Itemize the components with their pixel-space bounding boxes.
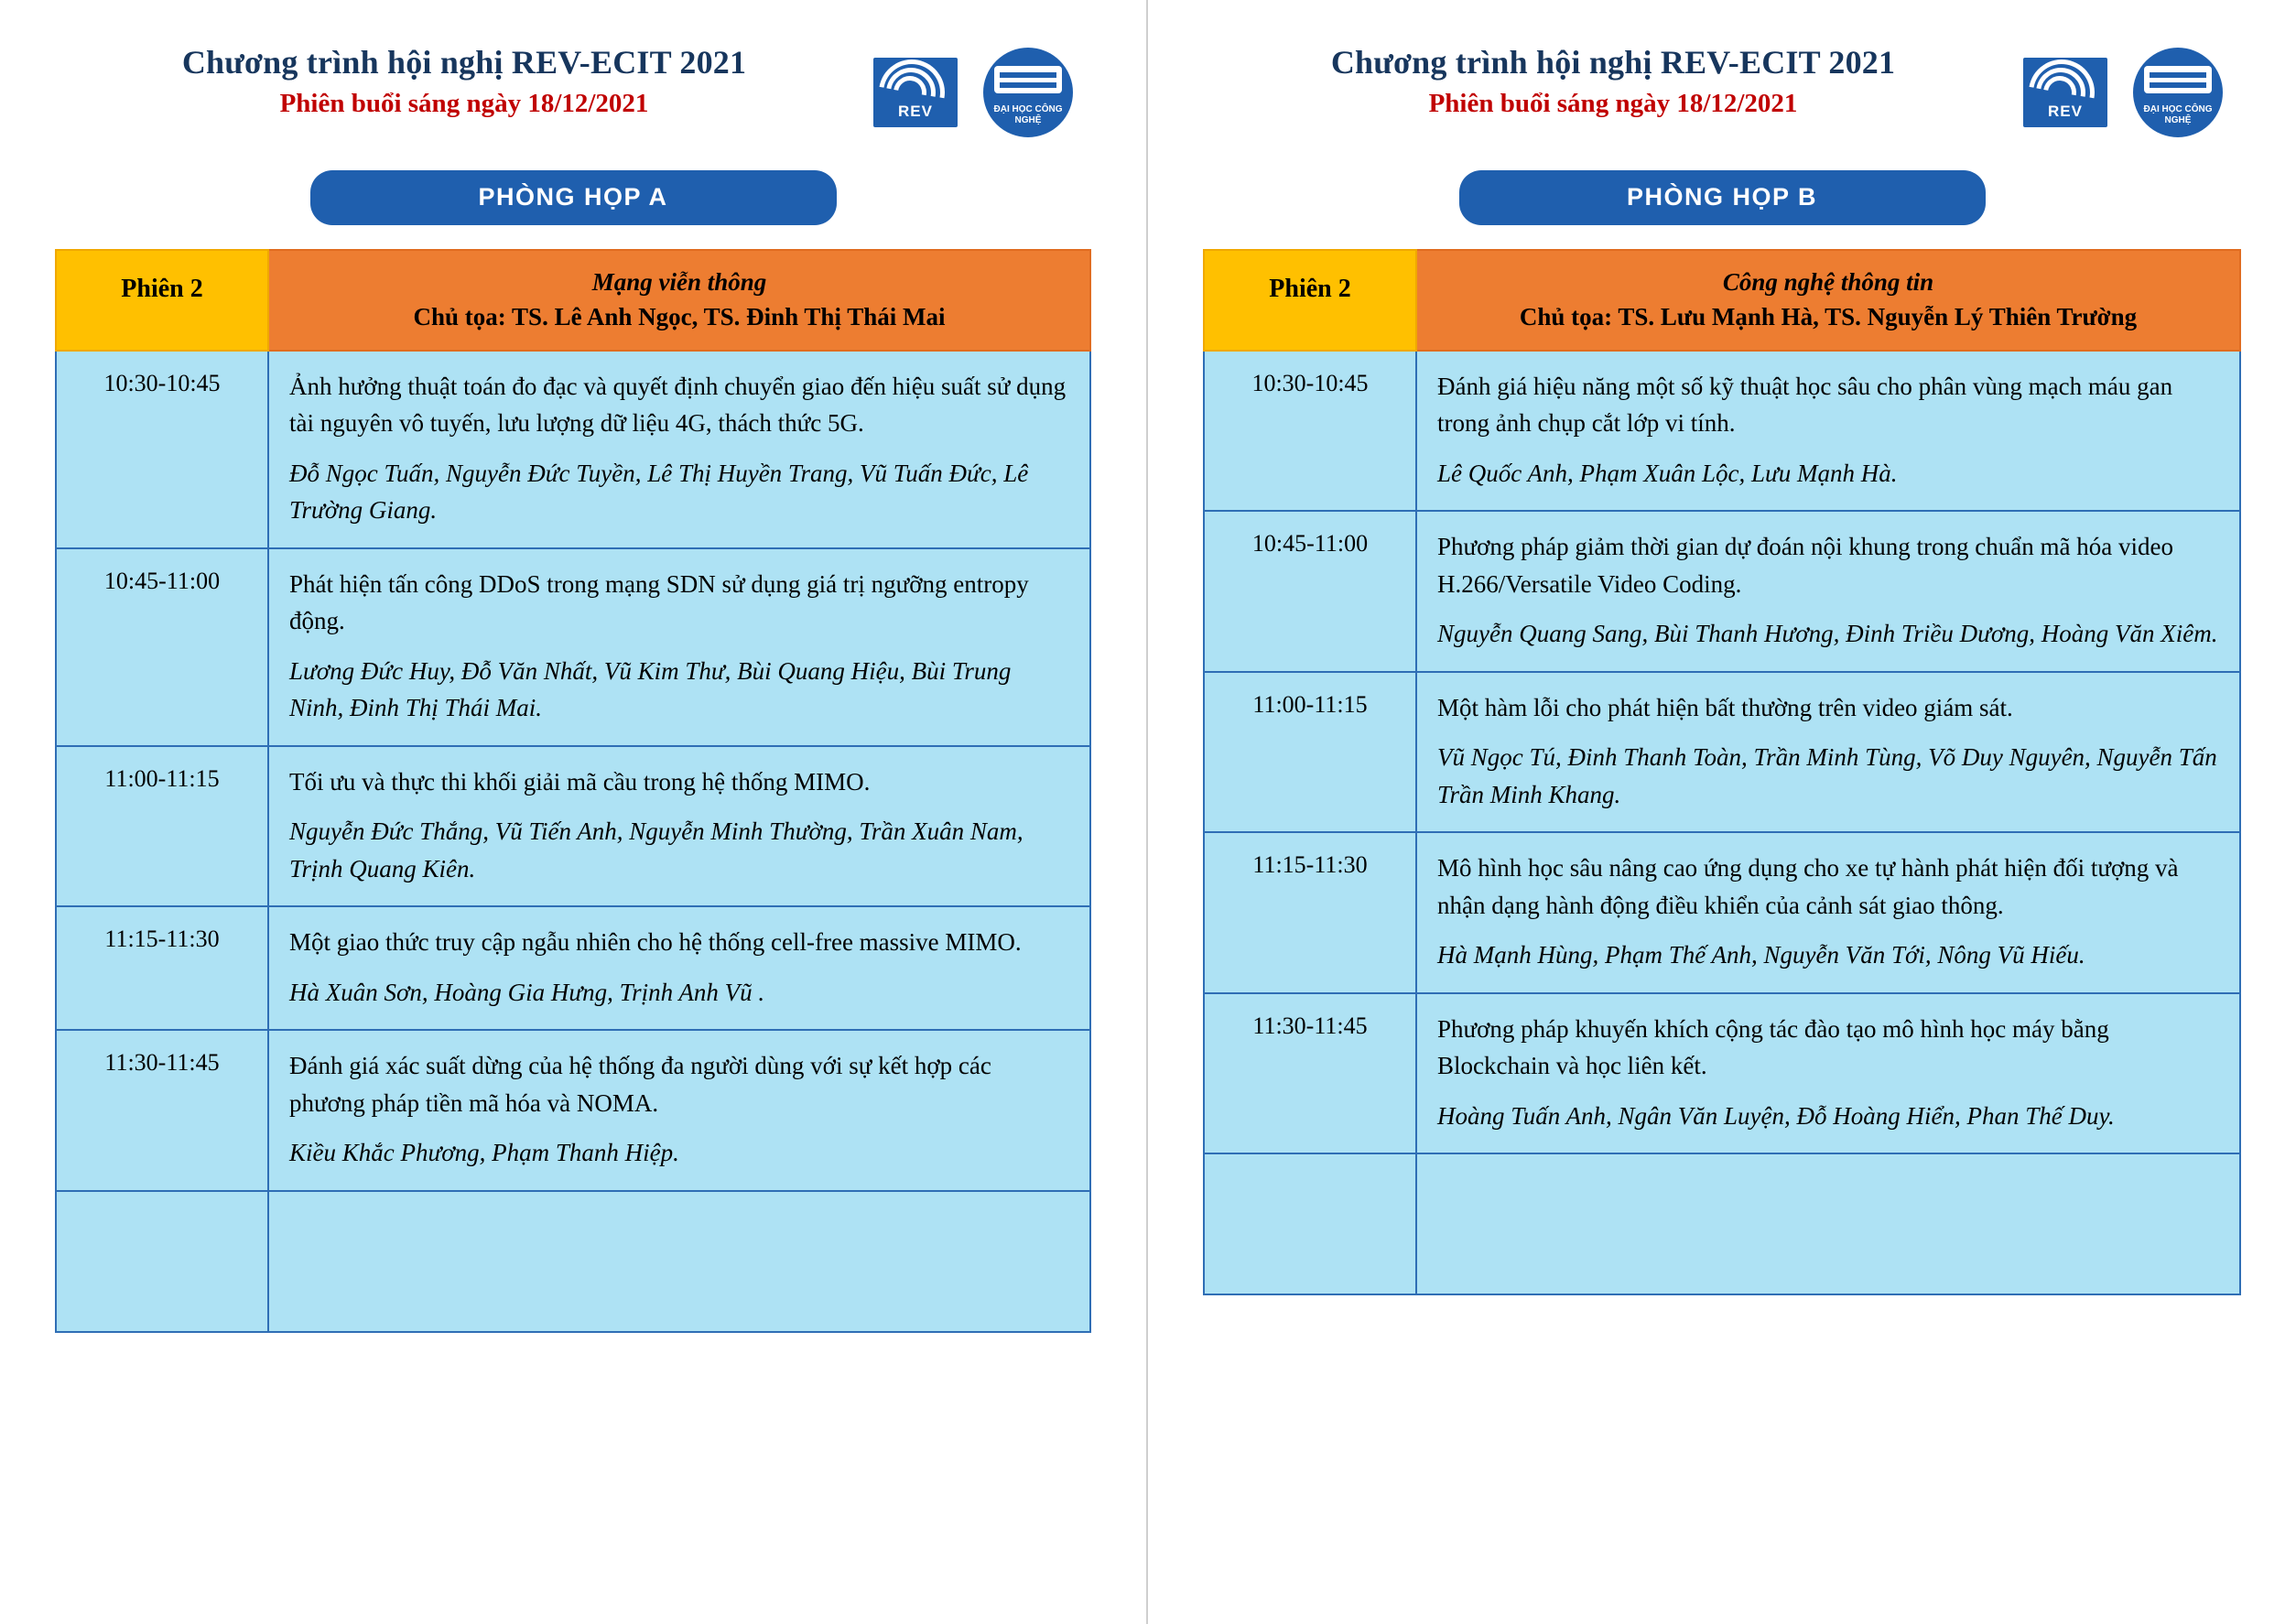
- paper-title: Ảnh hưởng thuật toán đo đạc và quyết định chuyển giao đến hiệu suất sử dụng tài nguyên vô tuyến, lưu lượng dữ liệu 4G, thách thức 5G.: [289, 372, 1067, 437]
- schedule-table-a: [55, 249, 1091, 1333]
- paper-authors: Hà Mạnh Hùng, Phạm Thế Anh, Nguyễn Văn Tới, Nông Vũ Hiếu.: [1437, 941, 2085, 969]
- table-row: [1204, 351, 2240, 512]
- paper-authors: Nguyễn Đức Thắng, Vũ Tiến Anh, Nguyễn Minh Thường, Trần Xuân Nam, Trịnh Quang Kiên.: [289, 817, 1023, 882]
- filler-cell-time: [56, 1191, 268, 1332]
- paper-title: Tối ưu và thực thi khối giải mã cầu trong hệ thống MIMO.: [289, 767, 871, 796]
- table-row: [1204, 511, 2240, 672]
- topic-chairs-b: Chủ tọa: TS. Lưu Mạnh Hà, TS. Nguyễn Lý Thiên Trường: [1519, 302, 2138, 330]
- paper-authors: Hà Xuân Sơn, Hoàng Gia Hưng, Trịnh Anh Vũ .: [289, 978, 765, 1006]
- paper-authors: Đỗ Ngọc Tuấn, Nguyễn Đức Tuyền, Lê Thị Huyền Trang, Vũ Tuấn Đức, Lê Trường Giang.: [289, 459, 1029, 524]
- row-content: [268, 351, 1090, 548]
- paper-title: Phát hiện tấn công DDoS trong mạng SDN sử dụng giá trị ngưỡng entropy động.: [289, 569, 1029, 634]
- table-row: [56, 906, 1090, 1030]
- table-header-row: [56, 250, 1090, 351]
- paper-title: Phương pháp khuyến khích cộng tác đào tạo mô hình học máy bằng Blockchain và học liên kết.: [1437, 1014, 2109, 1079]
- row-time: 11:30-11:45: [56, 1030, 268, 1191]
- header-text-block-a: [0, 44, 873, 119]
- panel-header-b: [1148, 0, 2296, 137]
- table-row: [1204, 672, 2240, 833]
- table-row: [56, 1030, 1090, 1191]
- paper-title: Đánh giá hiệu năng một số kỹ thuật học sâu cho phân vùng mạch máu gan trong ảnh chụp cắt lớp vi tính.: [1437, 372, 2173, 437]
- row-content: [1416, 832, 2240, 993]
- topic-title-a: Mạng viễn thông: [591, 268, 767, 296]
- table-row: [1204, 832, 2240, 993]
- row-time: 10:45-11:00: [56, 548, 268, 746]
- panel-header-a: [0, 0, 1146, 137]
- table-row: [56, 746, 1090, 907]
- table-row: [56, 351, 1090, 548]
- row-time: 10:30-10:45: [1204, 351, 1416, 512]
- table-filler-row: [56, 1191, 1090, 1332]
- paper-authors: Nguyễn Quang Sang, Bùi Thanh Hương, Đinh Triều Dương, Hoàng Văn Xiêm.: [1437, 620, 2218, 647]
- session-label-b: Phiên 2: [1204, 250, 1416, 351]
- row-content: [1416, 993, 2240, 1154]
- rev-logo-label: REV: [2048, 103, 2083, 120]
- paper-title: Phương pháp giảm thời gian dự đoán nội khung trong chuẩn mã hóa video H.266/Versatile Video Coding.: [1437, 533, 2173, 598]
- header-text-block-b: [1148, 44, 2023, 119]
- uet-logo-icon: [983, 48, 1073, 137]
- row-time: 10:30-10:45: [56, 351, 268, 548]
- table-row: [56, 548, 1090, 746]
- header-logos-a: [873, 44, 1146, 137]
- row-content: [268, 548, 1090, 746]
- schedule-table-b: [1203, 249, 2241, 1295]
- paper-authors: Lê Quốc Anh, Phạm Xuân Lộc, Lưu Mạnh Hà.: [1437, 459, 1898, 487]
- paper-authors: Lương Đức Huy, Đỗ Văn Nhất, Vũ Kim Thư, Bùi Quang Hiệu, Bùi Trung Ninh, Đinh Thị Thái Mai.: [289, 656, 1012, 721]
- rev-logo-icon: [873, 58, 958, 127]
- uet-logo-label: ĐẠI HỌC CÔNG NGHỆ: [993, 104, 1063, 125]
- row-time: 11:15-11:30: [56, 906, 268, 1030]
- paper-authors: Kiều Khắc Phương, Phạm Thanh Hiệp.: [289, 1139, 679, 1166]
- topic-header-a: [268, 250, 1090, 351]
- paper-title: Đánh giá xác suất dừng của hệ thống đa người dùng với sự kết hợp các phương pháp tiền mã hóa và NOMA.: [289, 1052, 991, 1117]
- room-row-b: [1148, 170, 2296, 225]
- rev-logo-icon: [2023, 58, 2107, 127]
- rev-logo-label: REV: [898, 103, 933, 120]
- topic-header-b: [1416, 250, 2240, 351]
- row-content: [1416, 351, 2240, 512]
- table-header-row: [1204, 250, 2240, 351]
- room-badge-b: PHÒNG HỌP B: [1459, 170, 1986, 225]
- row-content: [268, 906, 1090, 1030]
- uet-logo-icon: [2133, 48, 2223, 137]
- paper-title: Một hàm lỗi cho phát hiện bất thường trên video giám sát.: [1437, 693, 2013, 721]
- row-content: [1416, 511, 2240, 672]
- uet-logo-label: ĐẠI HỌC CÔNG NGHỆ: [2143, 104, 2213, 125]
- paper-authors: Hoàng Tuấn Anh, Ngân Văn Luyện, Đỗ Hoàng Hiển, Phan Thế Duy.: [1437, 1101, 2115, 1130]
- filler-cell-content: [1416, 1153, 2240, 1294]
- topic-chairs-a: Chủ tọa: TS. Lê Anh Ngọc, TS. Đinh Thị Thái Mai: [413, 302, 946, 330]
- header-logos-b: [2023, 44, 2296, 137]
- room-badge-a: PHÒNG HỌP A: [310, 170, 837, 225]
- program-panel-room-b: [1148, 0, 2296, 1624]
- page-title: Chương trình hội nghị REV-ECIT 2021: [1330, 44, 1896, 81]
- session-label-a: Phiên 2: [56, 250, 268, 351]
- table-row: [1204, 993, 2240, 1154]
- table-filler-row: [1204, 1153, 2240, 1294]
- row-time: 11:30-11:45: [1204, 993, 1416, 1154]
- paper-title: Mô hình học sâu nâng cao ứng dụng cho xe tự hành phát hiện đối tượng và nhận dạng hành động điều khiển của cảnh sát giao thông.: [1437, 854, 2179, 919]
- page-title: Chương trình hội nghị REV-ECIT 2021: [181, 44, 747, 81]
- page-subtitle: Phiên buổi sáng ngày 18/12/2021: [279, 89, 649, 119]
- row-content: [1416, 672, 2240, 833]
- filler-cell-content: [268, 1191, 1090, 1332]
- row-time: 11:15-11:30: [1204, 832, 1416, 993]
- paper-title: Một giao thức truy cập ngẫu nhiên cho hệ thống cell-free massive MIMO.: [289, 928, 1022, 956]
- room-row-a: [0, 170, 1146, 225]
- row-time: 10:45-11:00: [1204, 511, 1416, 672]
- row-time: 11:00-11:15: [1204, 672, 1416, 833]
- row-content: [268, 1030, 1090, 1191]
- row-content: [268, 746, 1090, 907]
- paper-authors: Vũ Ngọc Tú, Đinh Thanh Toàn, Trần Minh Tùng, Võ Duy Nguyên, Nguyễn Tấn Trần Minh Khang.: [1437, 743, 2217, 808]
- topic-title-b: Công nghệ thông tin: [1722, 268, 1934, 296]
- row-time: 11:00-11:15: [56, 746, 268, 907]
- page-subtitle: Phiên buổi sáng ngày 18/12/2021: [1428, 89, 1798, 119]
- filler-cell-time: [1204, 1153, 1416, 1294]
